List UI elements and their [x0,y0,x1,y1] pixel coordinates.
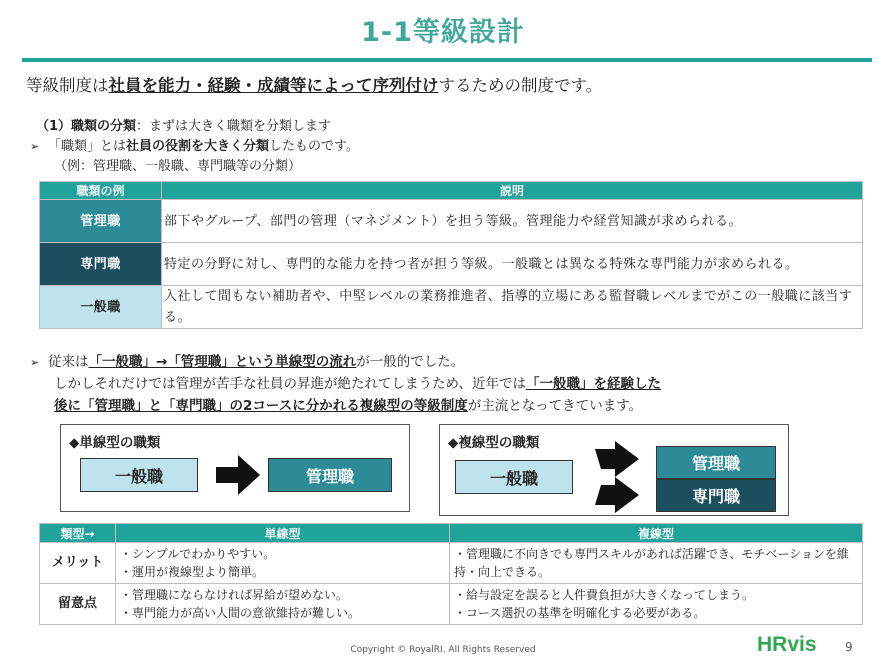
roles-table [39,181,863,329]
section1-line3: （例：管理職、一般職、専門職等の分類） [54,159,302,174]
section2-l1-a: 従来は [48,354,89,370]
page-title: 1-1等級設計 [361,17,525,48]
table-row [40,200,863,243]
lead-part-3: するための制度です。 [438,76,603,95]
title-divider [22,58,872,62]
list-item: ・シンプルでわかりやすい。 [120,547,276,561]
role-desc-manager: 部下やグループ、部門の管理（マネジメント）を担う等級。管理能力や経営知識が求められる。 [162,200,863,243]
multi-manager-box: 管理職 [656,446,776,479]
section2-l1-c: が一般的でした。 [356,354,465,370]
logo-text: HRvis [757,633,817,656]
section1-line2-a: 「職類」とは [48,139,127,154]
table-row [40,584,863,625]
section1-heading-bold: （1）職類の分類 [36,119,137,134]
table-row [40,243,863,286]
section2-l2-a: しかしそれだけでは管理が苦手な社員の昇進が絶たれてしまうため、近年では [54,376,526,392]
list-item: ・専門能力が高い人間の意欲維持が難しい。 [120,606,361,620]
section2-line1 [30,354,464,371]
roles-header-example: 職類の例 [40,182,162,200]
section2-l2-b: 「一般職」を経験した [525,376,661,392]
list-item: ・管理職に不向きでも専門スキルがあれば活躍でき、モチベーションを維持・向上できる。 [454,547,849,579]
section1-line2 [30,138,359,155]
multi-general-box: 一般職 [455,460,573,494]
single-track-diagram [60,424,410,512]
cmp-label-merit: メリット [40,543,116,584]
role-label-manager: 管理職 [40,200,162,243]
role-label-specialist: 専門職 [40,243,162,286]
multi-track-title: ◆複線型の職類 [448,435,540,451]
cmp-label-caution: 留意点 [40,584,116,625]
section2-l1-b: 「一般職」→「管理職」という単線型の流れ [88,354,357,370]
lead-part-2: 社員を能力・経験・成績等によって序列付け [108,76,439,95]
branch-arrow-icon [595,441,641,513]
page-number: 9 [845,640,853,654]
role-desc-specialist: 特定の分野に対し、専門的な能力を持つ者が担う等級。一般職とは異なる特殊な専門能力が求められる。 [162,243,863,286]
role-desc-general: 入社して間もない補助者や、中堅レベルの業務推進者、指導的立場にある監督職レベルまでがこの一般職に該当する。 [162,286,863,329]
list-item: ・給与設定を誤ると人件費負担が大きくなってしまう。 [454,588,755,602]
section1-heading-rest: ：まずは大きく職類を分類します [136,119,332,134]
multi-specialist-box: 専門職 [656,479,776,512]
section2-l3-b: が主流となってきています。 [467,398,643,414]
table-row [40,543,863,584]
section1-heading [36,118,331,135]
multi-track-diagram [439,424,789,516]
single-manager-box: 管理職 [268,458,392,492]
list-item: ・コース選択の基準を明確化する必要がある。 [454,606,706,620]
hrvis-logo [757,633,817,657]
section1-line2-c: したものです。 [269,139,359,154]
table-row [40,286,863,329]
cmp-caution-multi [450,584,863,625]
single-track-title: ◆単線型の職類 [69,435,161,451]
section2-line2 [54,376,661,393]
list-item: ・管理職にならなければ昇給が望めない。 [120,588,349,602]
single-general-box: 一般職 [80,458,198,492]
section2-l3-a: 後に「管理職」と「専門職」の2コースに分かれる複線型の等級制度 [54,398,468,414]
copyright-text: Copyright © RoyalRI. All Rights Reserved [350,645,536,655]
list-item: ・運用が複線型より簡単。 [120,565,265,579]
lead-sentence [26,72,602,96]
bullet-arrow-icon: ➢ [30,356,40,369]
lead-part-1: 等級制度は [26,76,109,95]
cmp-header-multi: 複線型 [450,524,863,543]
bullet-arrow-icon: ➢ [30,140,40,153]
role-label-general: 一般職 [40,286,162,329]
section1-line2-b: 社員の役割を大きく分類 [126,139,270,154]
cmp-merit-multi [450,543,863,584]
roles-header-desc: 説明 [162,182,863,200]
cmp-merit-single [116,543,450,584]
cmp-header-type: 類型→ [40,524,116,543]
right-arrow-icon [216,455,260,495]
cmp-header-single: 単線型 [116,524,450,543]
roles-table-header [40,182,863,200]
section2-line3 [54,398,642,415]
cmp-caution-single [116,584,450,625]
comparison-table [39,523,863,625]
comparison-header [40,524,863,543]
